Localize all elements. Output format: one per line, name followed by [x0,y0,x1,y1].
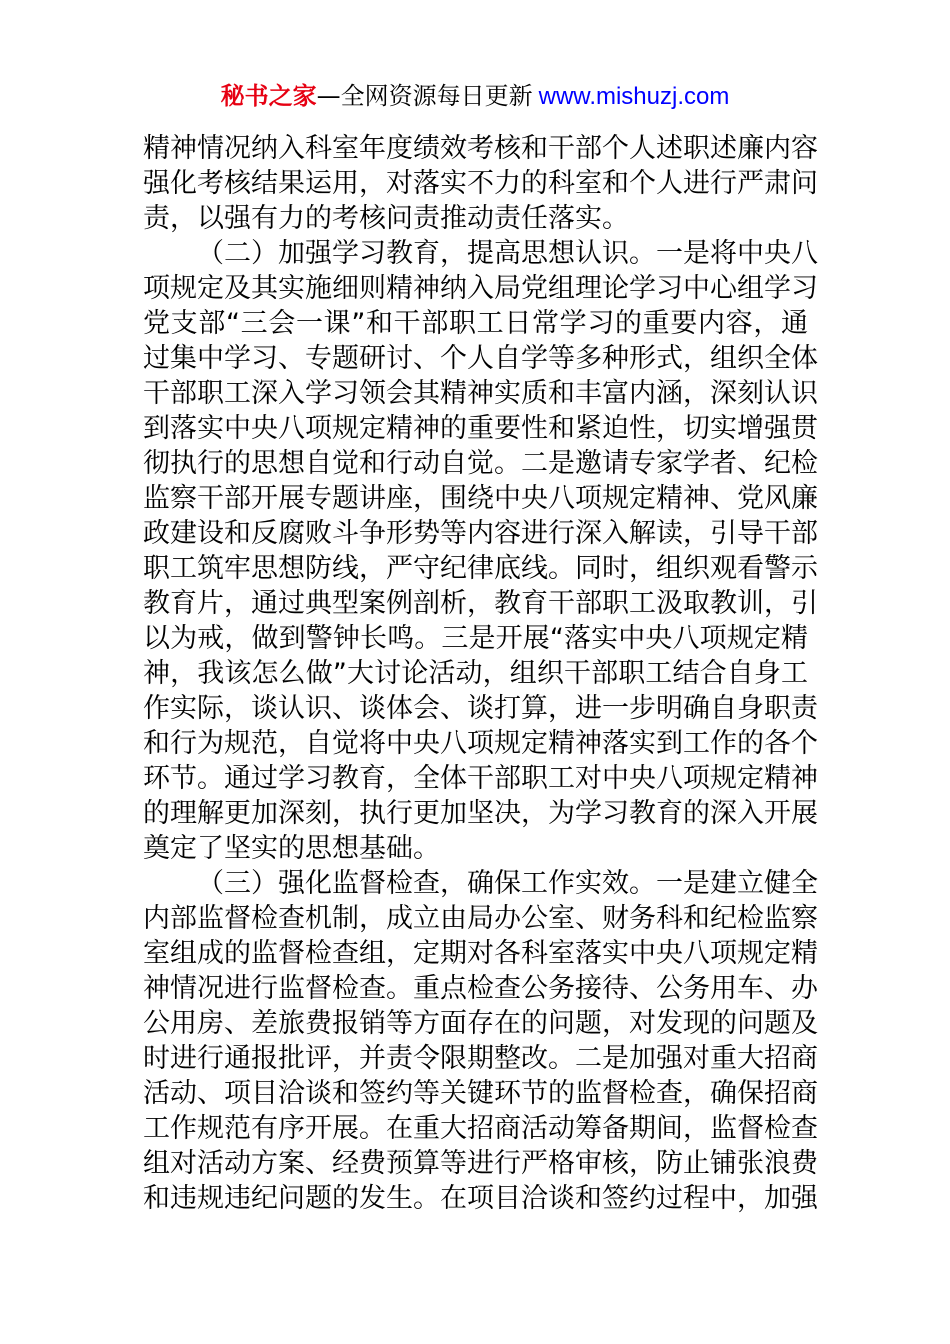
text-line: 室组成的监督检查组，定期对各科室落实中央八项规定精 [143,938,818,969]
text-line: 作实际，谈认识、谈体会、谈打算，进一步明确自身职责 [143,693,818,724]
section-heading-line: （三）强化监督检查，确保工作实效。一是建立健全 [197,868,818,899]
document-body [143,131,818,1216]
text-line: 和行为规范，自觉将中央八项规定精神落实到工作的各个 [143,728,818,759]
text-line: 活动、项目洽谈和签约等关键环节的监督检查，确保招商 [143,1078,818,1109]
text-line: 神情况进行监督检查。重点检查公务接待、公务用车、办 [143,973,818,1004]
site-tagline: —全网资源每日更新 [316,82,533,110]
text-line: 的理解更加深刻，执行更加坚决，为学习教育的深入开展 [143,798,818,829]
text-line: 内部监督检查机制，成立由局办公室、财务科和纪检监察 [143,903,818,934]
text-line: 精神情况纳入科室年度绩效考核和干部个人述职述廉内容 [143,133,818,164]
text-line: 公用房、差旅费报销等方面存在的问题，对发现的问题及 [143,1008,818,1039]
text-line: 和违规违纪问题的发生。在项目洽谈和签约过程中，加强 [143,1183,818,1214]
text-line: 环节。通过学习教育，全体干部职工对中央八项规定精神 [143,763,818,794]
site-header [0,80,950,113]
text-line: 干部职工深入学习领会其精神实质和丰富内涵，深刻认识 [143,378,818,409]
text-line: 彻执行的思想自觉和行动自觉。二是邀请专家学者、纪检 [143,448,818,479]
text-line: 时进行通报批评，并责令限期整改。二是加强对重大招商 [143,1043,818,1074]
text-line: 组对活动方案、经费预算等进行严格审核，防止铺张浪费 [143,1148,818,1179]
site-url-link[interactable]: www.mishuzj.com [538,83,730,110]
text-line: 政建设和反腐败斗争形势等内容进行深入解读，引导干部 [143,518,818,549]
text-line: 过集中学习、专题研讨、个人自学等多种形式，组织全体 [143,343,818,374]
text-line: 强化考核结果运用，对落实不力的科室和个人进行严肃问 [143,168,818,199]
text-line: 教育片，通过典型案例剖析，教育干部职工汲取教训，引 [143,588,818,619]
section-heading-line: （二）加强学习教育，提高思想认识。一是将中央八 [197,238,818,269]
text-line: 党支部“三会一课”和干部职工日常学习的重要内容，通 [143,308,808,339]
text-line: 监察干部开展专题讲座，围绕中央八项规定精神、党风廉 [143,483,818,514]
text-line: 到落实中央八项规定精神的重要性和紧迫性，切实增强贯 [143,413,818,444]
text-line: 责，以强有力的考核问责推动责任落实。 [143,203,629,234]
text-line: 以为戒，做到警钟长鸣。三是开展“落实中央八项规定精 [143,623,808,654]
text-line: 项规定及其实施细则精神纳入局党组理论学习中心组学习 [143,273,818,304]
text-line: 职工筑牢思想防线，严守纪律底线。同时，组织观看警示 [143,553,818,584]
text-line: 奠定了坚实的思想基础。 [143,833,440,864]
text-line: 工作规范有序开展。在重大招商活动筹备期间，监督检查 [143,1113,818,1144]
site-brand: 秘书之家 [220,82,317,110]
text-line: 神，我该怎么做”大讨论活动，组织干部职工结合自身工 [143,658,808,689]
